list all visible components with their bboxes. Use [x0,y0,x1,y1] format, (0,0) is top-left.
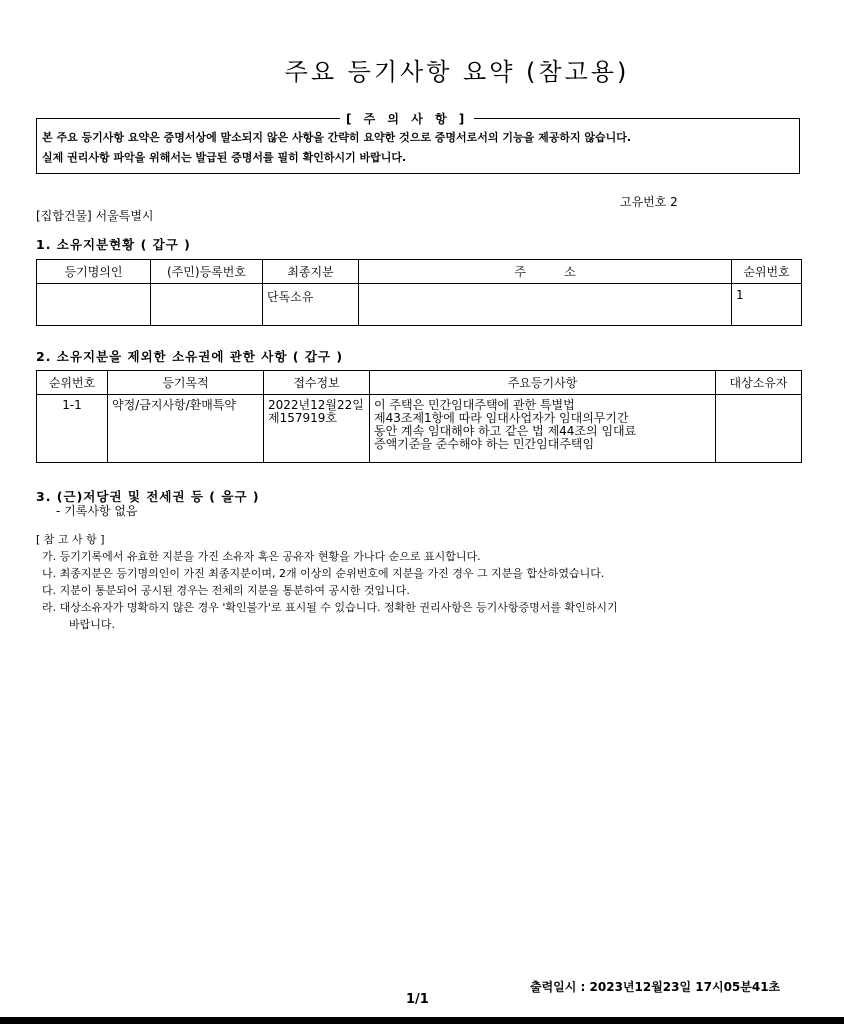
cell-name [37,284,151,326]
reference-notes [36,531,618,633]
receipt-number: 제157919호 [268,411,337,425]
cell-share: 단독소유 [263,284,359,326]
col-header-receipt: 접수정보 [264,371,370,395]
cell-address [359,284,732,326]
table-row [37,284,802,326]
reference-item-d-cont: 바랍니다. [69,618,116,631]
table-header-row [37,260,802,284]
reference-header: [ 참 고 사 항 ] [36,533,105,546]
details-line-2: 제43조제1항에 따라 임대사업자가 임대의무기간 [374,411,629,425]
cell-target-owner [716,395,802,463]
ownership-rights-table [36,370,802,463]
ownership-table [36,259,802,326]
page-number: 1/1 [406,992,429,1007]
receipt-date: 2022년12월22일 [268,398,364,412]
notice-header: [ 주 의 사 항 ] [340,110,474,127]
section2-title: 2. 소유지분을 제외한 소유권에 관한 사항 ( 갑구 ) [36,349,344,364]
reference-item-d: 라. 대상소유자가 명확하지 않은 경우 '확인불가'로 표시될 수 있습니다. 정확한 권리사항은 등기사항증명서를 확인하시기 [42,601,618,614]
col-header-address: 주 소 [359,260,732,284]
col-header-purpose: 등기목적 [108,371,264,395]
col-header-share: 최종지분 [263,260,359,284]
col-header-target-owner: 대상소유자 [716,371,802,395]
details-line-1: 이 주택은 민간임대주택에 관한 특별법 [374,398,575,412]
table-header-row [37,371,802,395]
section3-content: - 기록사항 없음 [56,504,138,518]
reference-item-c: 다. 지분이 통분되어 공시된 경우는 전체의 지분을 통분하여 공시한 것입니다. [42,584,410,597]
unique-number: 고유번호 2 [620,195,678,209]
col-header-rank: 순위번호 [732,260,802,284]
reference-item-a: 가. 등기기록에서 유효한 지분을 가진 소유자 혹은 공유자 현황을 가나다 순으로 표시합니다. [42,550,481,563]
reference-item-b: 나. 최종지분은 등기명의인이 가진 최종지분이며, 2개 이상의 순위번호에 지분을 가진 경우 그 지분을 합산하였습니다. [42,567,605,580]
cell-purpose: 약정/금지사항/환매특약 [108,395,264,463]
cell-reg-no [151,284,263,326]
details-line-4: 증액기준을 준수해야 하는 민간임대주택임 [374,437,595,451]
col-header-reg-no: (주민)등록번호 [151,260,263,284]
bottom-bar [0,1017,844,1024]
cell-rank: 1 [732,284,802,326]
document-title: 주요 등기사항 요약 (참고용) [284,58,630,86]
details-line-3: 동안 계속 임대해야 하고 같은 법 제44조의 임대료 [374,424,637,438]
notice-text [42,128,798,168]
cell-receipt [264,395,370,463]
col-header-name: 등기명의인 [37,260,151,284]
col-header-details: 주요등기사항 [370,371,716,395]
output-datetime: 출력일시 : 2023년12월23일 17시05분41초 [530,980,781,994]
notice-line-1: 본 주요 등기사항 요약은 증명서상에 말소되지 않은 사항을 간략히 요약한 것으로 증명서로서의 기능을 제공하지 않습니다. [42,131,632,144]
property-type: [집합건물] 서울특별시 [36,209,154,223]
cell-rank: 1-1 [37,395,108,463]
section1-title: 1. 소유지분현황 ( 갑구 ) [36,237,191,252]
notice-line-2: 실제 권리사항 파악을 위해서는 발급된 증명서를 필히 확인하시기 바랍니다. [42,151,407,164]
section3-title: 3. (근)저당권 및 전세권 등 ( 을구 ) [36,489,260,504]
table-row [37,395,802,463]
cell-details [370,395,716,463]
col-header-rank: 순위번호 [37,371,108,395]
